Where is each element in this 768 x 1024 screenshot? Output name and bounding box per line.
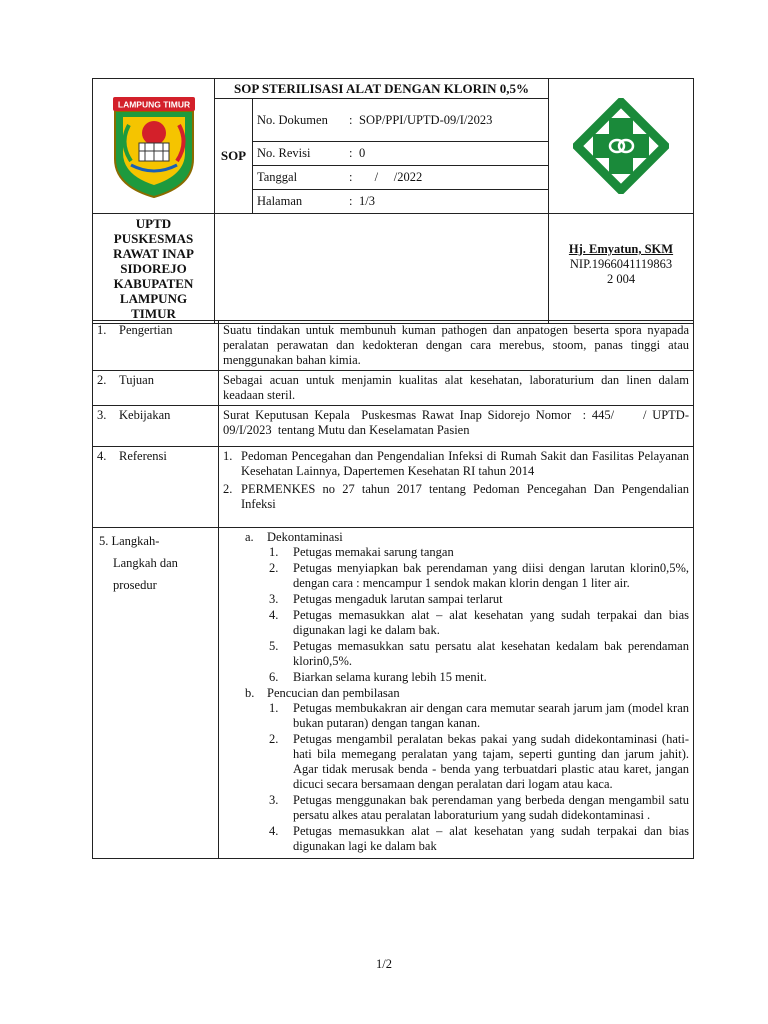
group-heading xyxy=(223,530,689,545)
text-pengertian: Suatu tindakan untuk membunuh kuman pathogen dan anpatogen beserta spora nyapada peralatan perawatan dan kedokteran dengan cara merebus, stoom, panas tinggi atau menggunakan bahan kimia. xyxy=(219,321,694,371)
step-number: 4. xyxy=(269,608,279,622)
step-number: 6. xyxy=(269,670,279,684)
row-kebijakan xyxy=(93,406,694,447)
meta-row-dokumen xyxy=(253,99,549,142)
text-tujuan: Sebagai acuan untuk menjamin kualitas alat kesehatan, laboraturium dan linen dalam keadaan steril. xyxy=(219,371,694,406)
lampung-timur-logo xyxy=(105,91,203,201)
step-text: Petugas mengambil peralatan bekas pakai yang sudah didekontaminasi (hati-hati bila memegang peralatan yang tajam, seperti gunting dan jarum jahit). Agar tidak merusak benda - benda yang terbuatdari plastic atau karet, jangan dicuci secara bersamaan dengan peralatan dari logam atau kaca. xyxy=(293,732,689,791)
row-tujuan xyxy=(93,371,694,406)
label-langkah xyxy=(93,528,219,859)
sop-label: SOP xyxy=(215,99,253,214)
meta-colon: : xyxy=(349,170,353,184)
section-label: Pengertian xyxy=(119,323,173,337)
list-item xyxy=(223,482,689,512)
step-number: 3. xyxy=(269,592,279,606)
list-item xyxy=(223,824,689,854)
empty-approval-cell xyxy=(215,214,549,324)
label-kebijakan xyxy=(93,406,219,447)
row-pengertian xyxy=(93,321,694,371)
list-item xyxy=(223,793,689,823)
step-number: 1. xyxy=(269,545,279,559)
row-referensi xyxy=(93,447,694,528)
step-text: Petugas menyiapkan bak perendaman yang diisi dengan larutan klorin0,5%, dengan cara : mencampur 1 sendok makan klorin dengan 1 liter air. xyxy=(293,561,689,590)
sop-header-table xyxy=(92,78,694,324)
meta-key: Tanggal xyxy=(257,170,298,184)
step-text: Biarkan selama kurang lebih 15 menit. xyxy=(293,670,487,684)
signer-name: Hj. Emyatun, SKM xyxy=(568,242,674,256)
meta-row-revisi xyxy=(253,142,549,166)
org-line: RAWAT INAP xyxy=(113,246,194,261)
org-line: SIDOREJO xyxy=(120,261,187,276)
meta-value: / /2022 xyxy=(359,170,423,184)
list-item xyxy=(223,592,689,607)
step-number: 1. xyxy=(269,701,279,715)
referensi-list xyxy=(219,447,694,528)
list-item xyxy=(223,561,689,591)
section-label: Referensi xyxy=(119,449,167,463)
step-text: Petugas memasukkan alat – alat kesehatan yang sudah terpakai dan bias digunakan lagi ke dalam bak xyxy=(293,824,689,853)
list-item xyxy=(223,608,689,638)
meta-row-tanggal xyxy=(253,166,549,190)
step-text: Petugas mengaduk larutan sampai terlarut xyxy=(293,592,503,606)
group-title: Dekontaminasi xyxy=(267,530,343,544)
step-number: 2. xyxy=(269,732,279,746)
section-label: Kebijakan xyxy=(119,408,171,422)
item-text: Pedoman Pencegahan dan Pengendalian Infeksi di Rumah Sakit dan Fasilitas Pelayanan Kesehatan Lainnya, Dapertemen Kesehatan RI tahun 2014 xyxy=(241,449,689,478)
org-line: TIMUR xyxy=(131,306,176,321)
list-item xyxy=(223,670,689,685)
meta-value: SOP/PPI/UPTD-09/I/2023 xyxy=(359,112,493,127)
meta-row-halaman xyxy=(253,190,549,214)
list-item xyxy=(223,545,689,560)
org-line: UPTD xyxy=(135,216,172,231)
meta-colon: : xyxy=(349,194,353,208)
step-text: Petugas memasukkan alat – alat kesehatan yang sudah terpakai dan bias digunakan lagi ke dalam bak. xyxy=(293,608,689,637)
list-item xyxy=(223,701,689,731)
step-number: 5. xyxy=(269,639,279,653)
item-number: 1. xyxy=(223,449,233,463)
step-text: Petugas menggunakan bak perendaman yang berbeda dengan mengambil satu persatu alkes atau peralatan laboraturium yang sudah didekontaminasi . xyxy=(293,793,689,822)
sop-title: SOP STERILISASI ALAT DENGAN KLORIN 0,5% xyxy=(215,79,549,99)
list-item xyxy=(223,449,689,479)
logo-label-text: LAMPUNG TIMUR xyxy=(117,99,190,110)
group-letter: b. xyxy=(245,686,255,700)
section-number: 3. xyxy=(97,408,107,422)
page-number: 1/2 xyxy=(376,957,392,971)
list-item xyxy=(223,639,689,669)
meta-value: 0 xyxy=(359,146,366,160)
section-number: 1. xyxy=(97,323,107,337)
row-langkah xyxy=(93,528,694,859)
step-text: Petugas memakai sarung tangan xyxy=(293,545,454,559)
label-tujuan xyxy=(93,371,219,406)
meta-key: No. Revisi xyxy=(257,146,311,160)
text-kebijakan: Surat Keputusan Kepala Puskesmas Rawat Inap Sidorejo Nomor : 445/ / UPTD-09/I/2023 tentang Mutu dan Keselamatan Pasien xyxy=(219,406,694,447)
list-item xyxy=(223,732,689,792)
section-label: Tujuan xyxy=(119,373,154,387)
signer-nip: NIP.1966041119863 xyxy=(569,257,673,271)
sop-body-table xyxy=(92,320,694,859)
langkah-content xyxy=(219,528,694,859)
label-pengertian xyxy=(93,321,219,371)
step-text: Petugas memasukkan satu persatu alat kesehatan kedalam bak perendaman klorin0,5%. xyxy=(293,639,689,668)
meta-key: Halaman xyxy=(257,194,303,208)
meta-colon: : xyxy=(349,146,353,160)
label-referensi xyxy=(93,447,219,528)
group-heading xyxy=(223,686,689,701)
section-label-line: Langkah dan xyxy=(113,556,178,570)
org-line: KABUPATEN xyxy=(113,276,194,291)
section-number: 4. xyxy=(97,449,107,463)
group-letter: a. xyxy=(245,530,254,544)
signer-nip-cont: 2 004 xyxy=(606,272,636,286)
step-number: 4. xyxy=(269,824,279,838)
kemenkes-logo xyxy=(573,98,669,194)
section-label-line: prosedur xyxy=(113,578,157,592)
kemenkes-logo-cell xyxy=(549,79,694,214)
item-number: 2. xyxy=(223,482,233,496)
group-title: Pencucian dan pembilasan xyxy=(267,686,400,700)
step-number: 3. xyxy=(269,793,279,807)
org-line: PUSKESMAS xyxy=(113,231,194,246)
meta-key: No. Dokumen xyxy=(257,112,328,127)
org-name xyxy=(93,214,215,324)
item-text: PERMENKES no 27 tahun 2017 tentang Pedoman Pencegahan Dan Pengendalian Infeksi xyxy=(241,482,689,511)
section-label-line: 5. Langkah- xyxy=(99,534,160,548)
meta-colon: : xyxy=(349,112,353,127)
meta-value: 1/3 xyxy=(359,194,375,208)
step-text: Petugas membukakran air dengan cara memutar searah jarum jam (model kran bukan putaran) dengan tangan kanan. xyxy=(293,701,689,730)
section-number: 2. xyxy=(97,373,107,387)
signature-block xyxy=(549,214,694,324)
step-number: 2. xyxy=(269,561,279,575)
org-line: LAMPUNG xyxy=(119,291,188,306)
lampung-timur-logo-cell xyxy=(93,79,215,214)
